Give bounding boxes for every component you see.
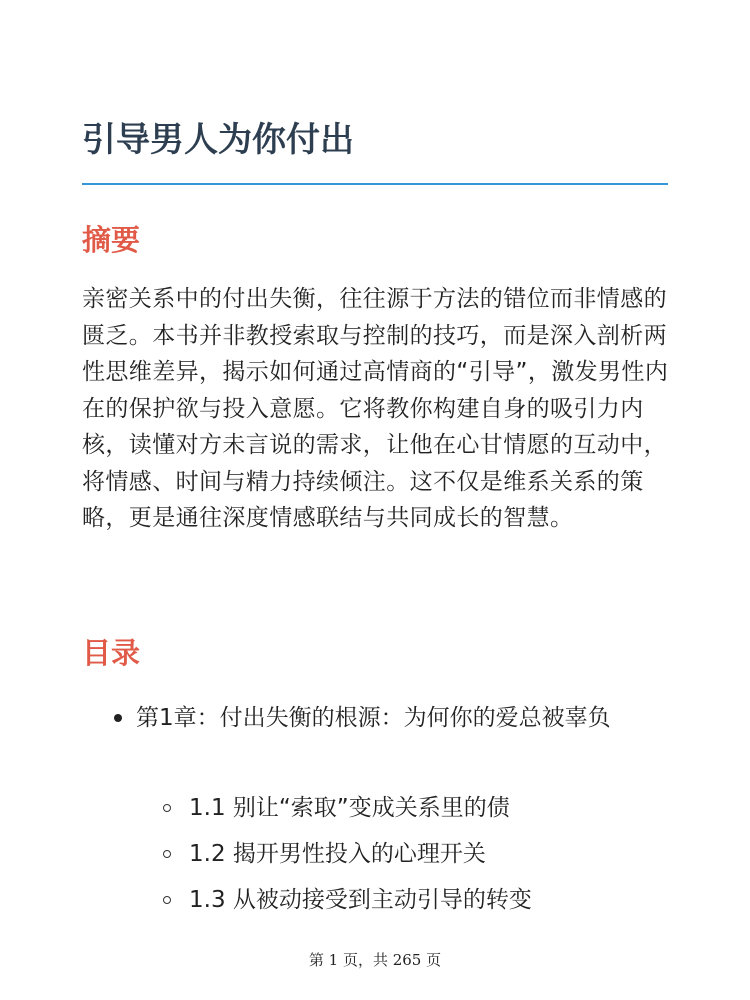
title-divider	[82, 183, 668, 185]
page-number-footer: 第 1 页，共 265 页	[308, 951, 442, 969]
abstract-heading: 摘要	[82, 223, 141, 257]
bullet-circle-icon	[163, 804, 171, 812]
toc-heading: 目录	[82, 636, 141, 670]
toc-section-item: 1.3 从被动接受到主动引导的转变	[189, 887, 532, 913]
toc-chapter-item: 第1章：付出失衡的根源：为何你的爱总被辜负	[136, 705, 611, 731]
bullet-disc-icon	[114, 714, 122, 722]
document-title: 引导男人为你付出	[82, 120, 354, 160]
bullet-circle-icon	[163, 896, 171, 904]
abstract-paragraph: 亲密关系中的付出失衡，往往源于方法的错位而非情感的匮乏。本书并非教授索取与控制的技巧，而是深入剖析两性思维差异，揭示如何通过高情商的“引导”，激发男性内在的保护欲与投入意愿。它将教你构建自身的吸引力内核，读懂对方未言说的需求，让他在心甘情愿的互动中，将情感、时间与精力持续倾注。这不仅是维系关系的策略，更是通往深度情感联结与共同成长的智慧。	[82, 286, 669, 531]
bullet-circle-icon	[163, 850, 171, 858]
toc-section-item: 1.1 别让“索取”变成关系里的债	[189, 795, 510, 821]
toc-section-item: 1.2 揭开男性投入的心理开关	[189, 841, 486, 867]
